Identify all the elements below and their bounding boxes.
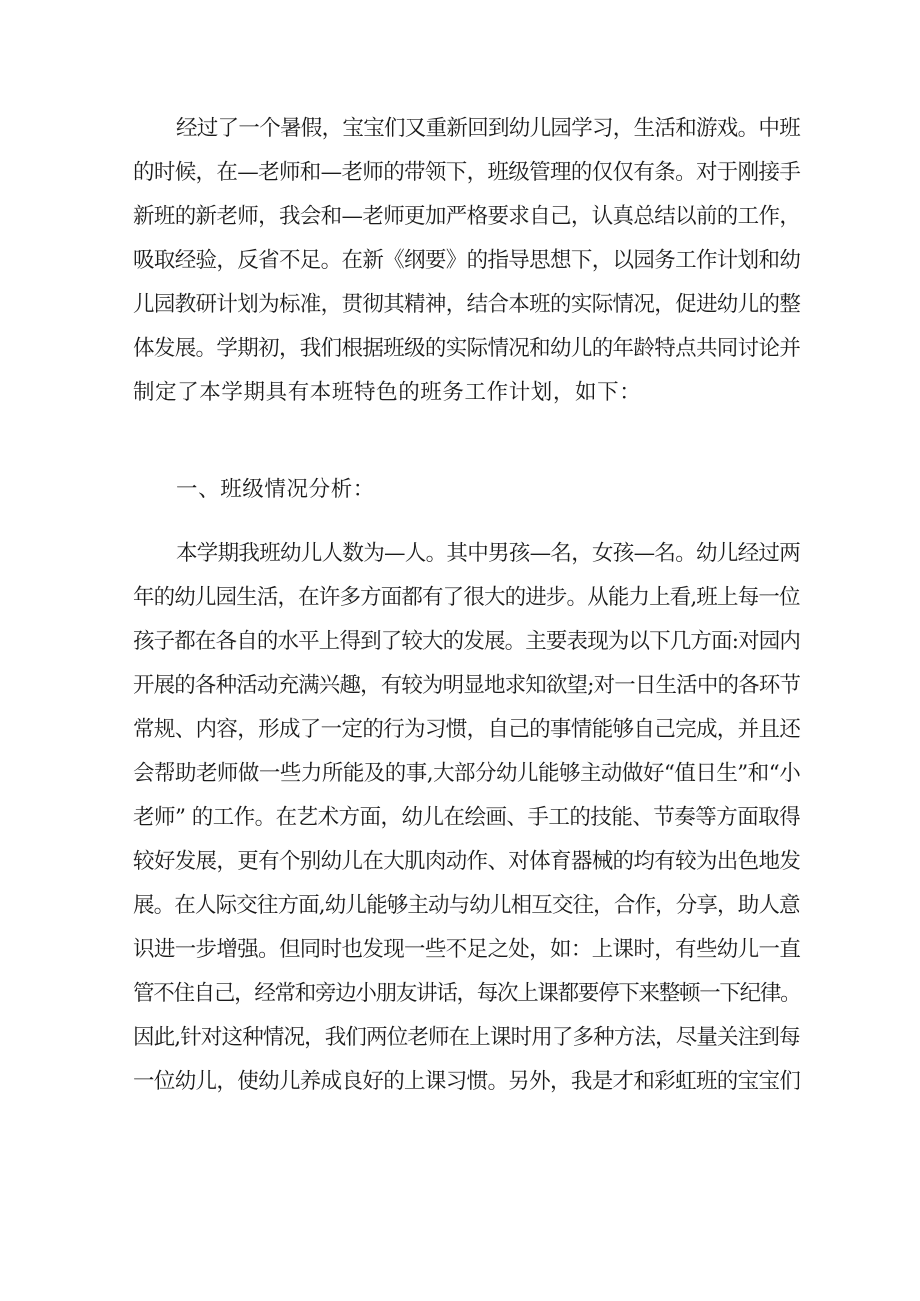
- analysis-line: 因此,针对这种情况，我们两位老师在上课时用了多种方法，尽量关注到每: [133, 1025, 800, 1050]
- intro-line: 儿园教研计划为标准，贯彻其精神，结合本班的实际情况，促进幼儿的整: [133, 292, 801, 317]
- analysis-line: 常规、内容，形成了一定的行为习惯，自己的事情能够自己完成，并且还: [133, 717, 801, 742]
- analysis-line: 会帮助老师做一些力所能及的事,大部分幼儿能够主动做好“值日生”和“小: [133, 761, 801, 786]
- analysis-line: 开展的各种活动充满兴趣，有较为明显地求知欲望;对一日生活中的各环节: [133, 673, 801, 698]
- intro-line: 经过了一个暑假，宝宝们又重新回到幼儿园学习，生活和游戏。中班: [176, 116, 801, 141]
- analysis-line: 本学期我班幼儿人数为—人。其中男孩—名，女孩—名。幼儿经过两: [176, 541, 801, 566]
- intro-line: 制定了本学期具有本班特色的班务工作计划，如下：: [133, 380, 642, 405]
- analysis-line: 孩子都在各自的水平上得到了较大的发展。主要表现为以下几方面:对园内: [133, 629, 801, 654]
- section-heading: 一、班级情况分析：: [176, 477, 375, 502]
- analysis-line: 一位幼儿，使幼儿养成良好的上课习惯。另外，我是才和彩虹班的宝宝们: [133, 1069, 801, 1094]
- intro-line: 的时候，在—老师和—老师的带领下，班级管理的仅仅有条。对于刚接手: [133, 160, 801, 185]
- intro-line: 新班的新老师，我会和—老师更加严格要求自己，认真总结以前的工作，: [133, 204, 801, 229]
- analysis-line: 展。在人际交往方面,幼儿能够主动与幼儿相互交往，合作，分享，助人意: [133, 893, 800, 918]
- analysis-line: 较好发展，更有个别幼儿在大肌肉动作、对体育器械的均有较为出色地发: [133, 849, 801, 874]
- intro-line: 体发展。学期初，我们根据班级的实际情况和幼儿的年龄特点共同讨论并: [133, 336, 801, 361]
- analysis-line: 年的幼儿园生活，在许多方面都有了很大的进步。从能力上看,班上每一位: [133, 585, 800, 610]
- intro-line: 吸取经验，反省不足。在新《纲要》的指导思想下，以园务工作计划和幼: [133, 248, 801, 273]
- analysis-line: 老师” 的工作。在艺术方面，幼儿在绘画、手工的技能、节奏等方面取得: [133, 805, 801, 830]
- analysis-line: 识进一步增强。但同时也发现一些不足之处，如：上课时，有些幼儿一直: [133, 937, 801, 962]
- analysis-line: 管不住自己，经常和旁边小朋友讲话，每次上课都要停下来整顿一下纪律。: [133, 981, 801, 1006]
